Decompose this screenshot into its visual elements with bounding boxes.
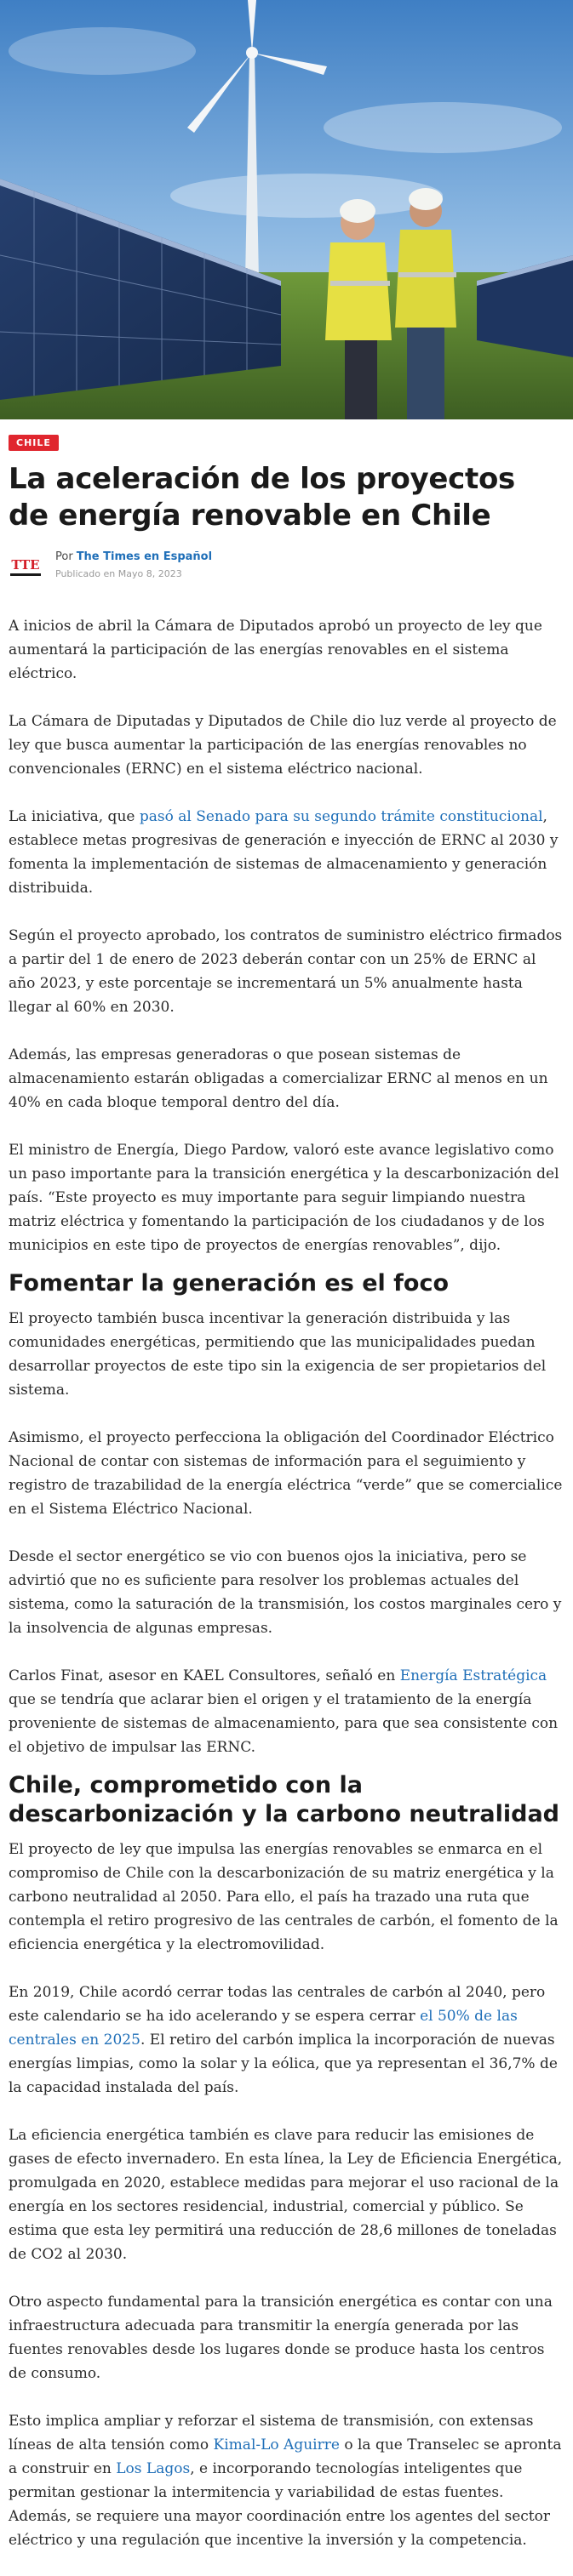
paragraph: La eficiencia energética también es clave para reducir las emisiones de gases de efecto invernadero. En esta línea, la Ley de Eficiencia Energética, promulgada en 2020, establece medidas para mejorar el uso racional de la energía en los sectores residencial, industrial, comercial y público. Se estima que esta ley permitirá una reducción de 28,6 millones de toneladas de CO2 al 2030. — [9, 2127, 563, 2263]
paragraph: En 2019, Chile acordó cerrar todas las centrales de carbón al 2040, pero este calendario se ha ido acelerando y se espera cerrar el 50% de las centrales en 2025. El retiro del carbón implica la incorporación de nuevas energías limpias, como la solar y la eólica, que ya representan el 36,7% de la capacidad instalada del país. — [9, 1984, 558, 2096]
energia-estrategica-link[interactable]: Energía Estratégica — [399, 1667, 547, 1684]
paragraph: Asimismo, el proyecto perfecciona la obligación del Coordinador Eléctrico Nacional de contar con sistemas de información para el seguimiento y registro de trazabilidad de la energía eléctrica “verde” que se comercialice en el Sistema Eléctrico Nacional. — [9, 1429, 563, 1518]
kimal-lo-aguirre-link[interactable]: Kimal-Lo Aguirre — [213, 2436, 340, 2453]
publish-date: Publicado en Mayo 8, 2023 — [55, 568, 182, 579]
paragraph: Otro aspecto fundamental para la transición energética es contar con una infraestructura adecuada para transmitir la energía generada por las fuentes renovables desde los lugares donde se produce hasta los centros de consumo. — [9, 2294, 553, 2382]
paragraph: Esto implica ampliar y reforzar el sistema de transmisión, con extensas líneas de alta tensión como Kimal-Lo Aguirre o la que Transelec se apronta a construir en Los Lagos, e incorporando tecnologías inteligentes que permitan gestionar la intermitencia y variabilidad de estas fuentes. Además, se requiere una mayor coordinación entre los agentes del sector eléctrico y una regulación que incentive la inversión y la competencia. — [9, 2413, 562, 2549]
paragraph: Desde el sector energético se vio con buenos ojos la iniciativa, pero se advirtió que no es suficiente para resolver los problemas actuales del sistema, como la saturación de la transmisión, los costos marginales cero y la insolvencia de algunas empresas. — [9, 1548, 562, 1637]
article-title: La aceleración de los proyectos de energía renovable en Chile — [9, 462, 515, 533]
logo-text: TTE — [11, 557, 40, 573]
coal-plants-link[interactable]: el 50% de las centrales en 2025 — [9, 2008, 518, 2049]
category-badge[interactable]: CHILE — [9, 435, 59, 451]
paragraph: El ministro de Energía, Diego Pardow, valoró este avance legislativo como un paso importante para la transición energética y la descarbonización del país. “Este proyecto es muy importante para seguir limpiando nuestra matriz eléctrica y fomentando la participación de los ciudadanos y de los municipios en este tipo de proyectos de energías renovables”, dijo. — [9, 1142, 559, 1254]
paragraph: Carlos Finat, asesor en KAEL Consultores, señaló en Energía Estratégica que se tendría que aclarar bien el origen y el tratamiento de la energía proveniente de sistemas de almacenamiento, para que sea consistente con el objetivo de impulsar las ERNC. — [9, 1667, 559, 1756]
publication-logo-icon — [9, 550, 43, 580]
paragraph: Según el proyecto aprobado, los contratos de suministro eléctrico firmados a partir del 1 de enero de 2023 deberán contar con un 25% de ERNC al año 2023, y este porcentaje se incrementará un 5% anualmente hasta llegar al 60% en 2030. — [9, 927, 563, 1016]
paragraph: La iniciativa, que pasó al Senado para su segundo trámite constitucional, establece metas progresivas de generación e inyección de ERNC al 2030 y fomenta la implementación de sistemas de almacenamiento y generación distribuida. — [9, 808, 559, 897]
section-heading: Chile, comprometido con la descarbonización y la carbono neutralidad — [9, 1772, 560, 1827]
paragraph: El proyecto de ley que impulsa las energías renovables se enmarca en el compromiso de Chile con la descarbonización de su matriz energética y la carbono neutralidad al 2050. Para ello, el país ha trazado una ruta que contempla el retiro progresivo de las centrales de carbón, el fomento de la eficiencia energética y la electromovilidad. — [9, 1841, 559, 1953]
senate-link[interactable]: pasó al Senado para su segundo trámite constitucional — [139, 808, 543, 825]
author-link[interactable]: The Times en Español — [76, 550, 213, 563]
los-lagos-link[interactable]: Los Lagos — [116, 2460, 191, 2477]
paragraph: El proyecto también busca incentivar la generación distribuida y las comunidades energéticas, permitiendo que las municipalidades puedan desarrollar proyectos de este tipo sin la exigencia de ser propietarios del sistema. — [9, 1310, 547, 1399]
article-body — [9, 614, 564, 2552]
hero-image — [0, 0, 573, 419]
byline — [9, 550, 564, 580]
section-heading: Fomentar la generación es el foco — [9, 1270, 450, 1297]
paragraph: Además, las empresas generadoras o que posean sistemas de almacenamiento estarán obligadas a comercializar ERNC al menos en un 40% en cada bloque temporal dentro del día. — [9, 1046, 548, 1111]
paragraph: A inicios de abril la Cámara de Diputados aprobó un proyecto de ley que aumentará la participación de las energías renovables en el sistema eléctrico. — [9, 618, 542, 682]
byline-by: Por — [55, 550, 73, 563]
solar-wind-photo — [0, 0, 573, 419]
paragraph: La Cámara de Diputadas y Diputados de Chile dio luz verde al proyecto de ley que busca aumentar la participación de las energías renovables no convencionales (ERNC) en el sistema eléctrico nacional. — [9, 713, 557, 778]
